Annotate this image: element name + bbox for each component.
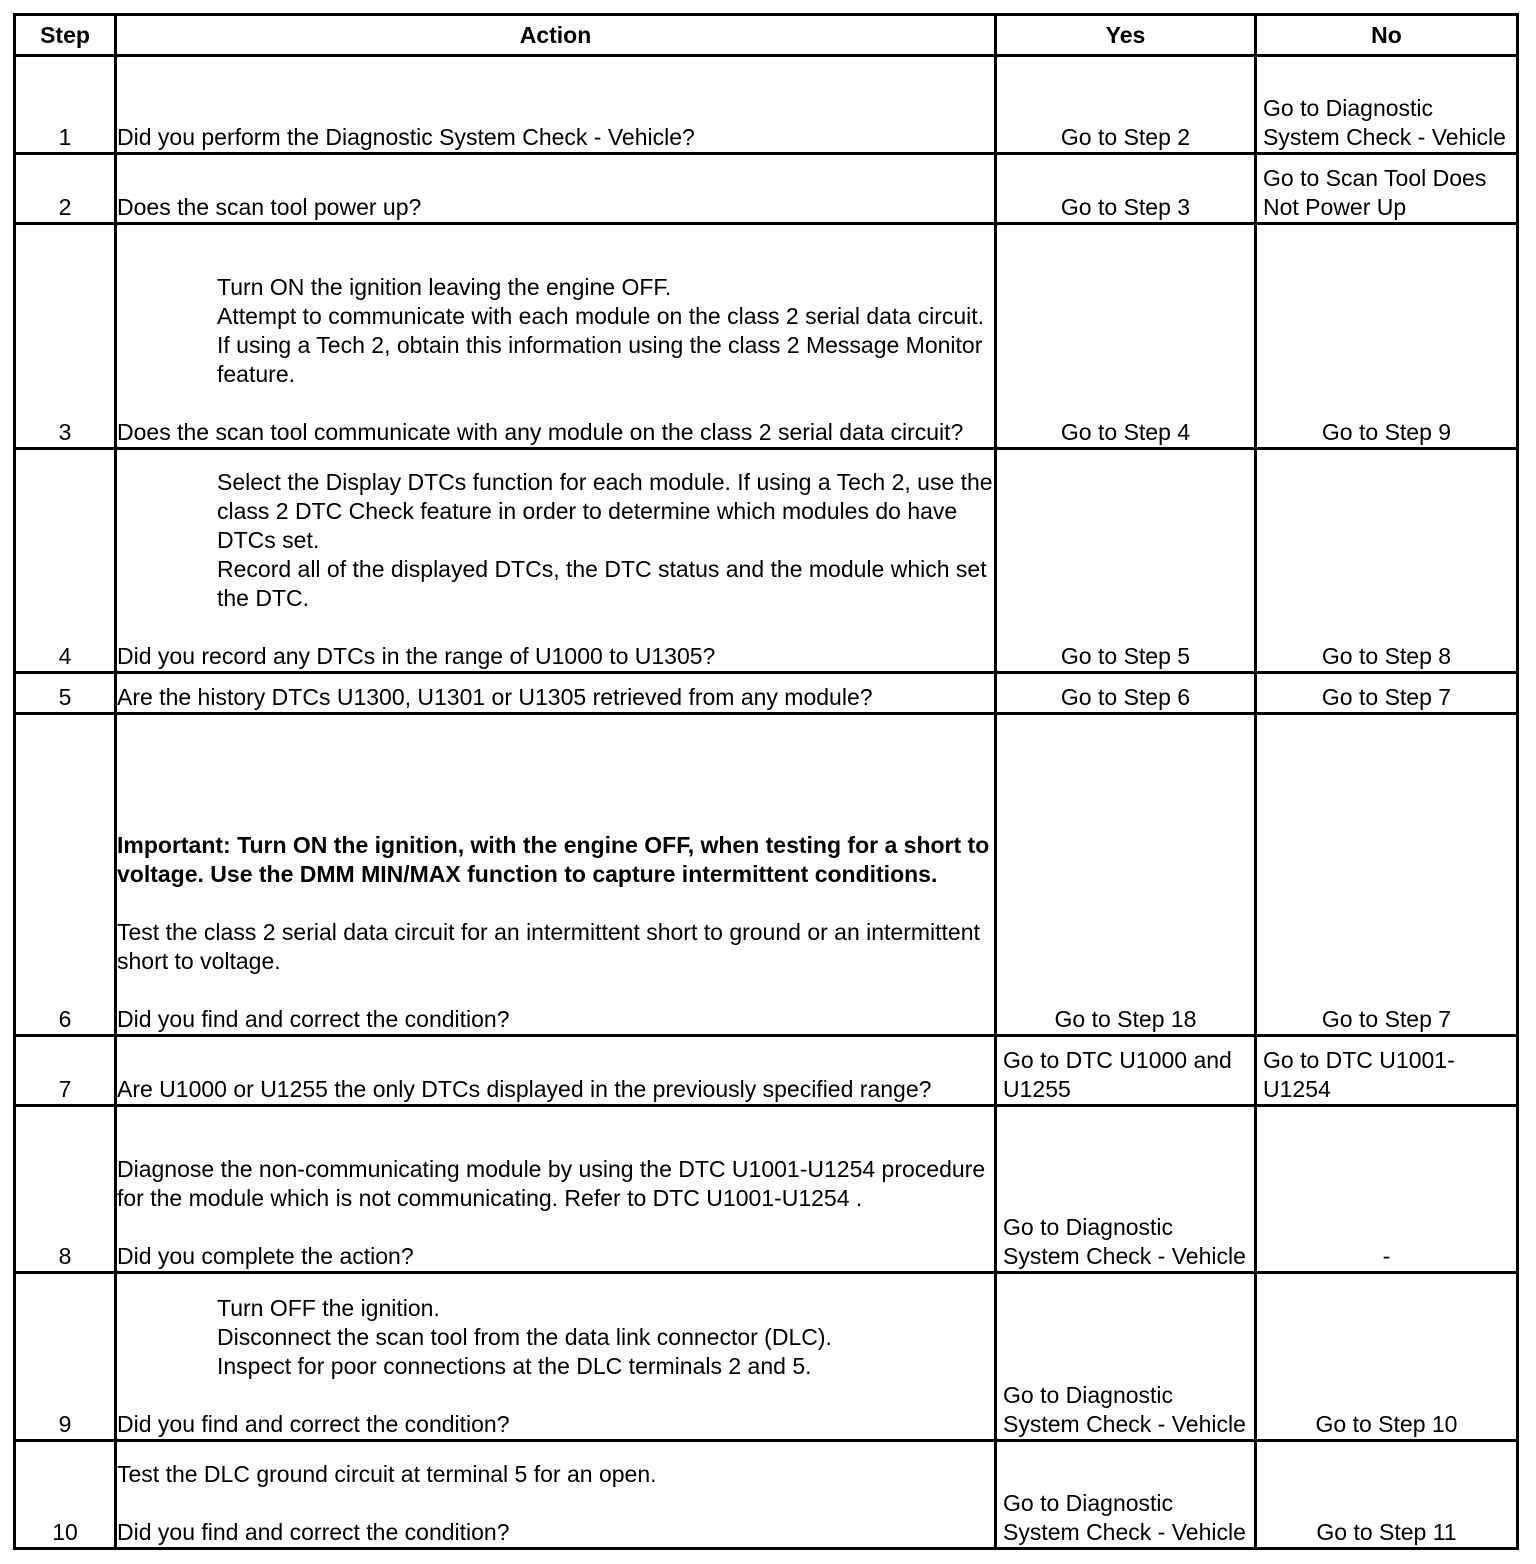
action-bullet: Record all of the displayed DTCs, the DTC status and the module which set the DTC. [217, 556, 987, 612]
yes-cell: Go to Diagnostic System Check - Vehicle [996, 1440, 1256, 1548]
table-row [15, 1440, 1518, 1548]
action-question: Did you perform the Diagnostic System Check - Vehicle? [117, 124, 695, 151]
no-cell: Go to Diagnostic System Check - Vehicle [1256, 56, 1518, 154]
table-row [15, 154, 1518, 224]
no-cell: Go to Scan Tool Does Not Power Up [1256, 154, 1518, 224]
yes-cell: Go to Step 4 [996, 224, 1256, 448]
yes-cell: Go to Step 2 [996, 56, 1256, 154]
table-row [15, 673, 1518, 714]
header-yes: Yes [996, 15, 1256, 56]
yes-cell: Go to Step 6 [996, 673, 1256, 714]
action-body: Diagnose the non-communicating module by using the DTC U1001-U1254 procedure for the module which is not communicating. Refer to DTC U1001-U1254 . [117, 1156, 986, 1212]
action-cell [116, 1106, 996, 1273]
yes-cell: Go to Step 5 [996, 448, 1256, 672]
important-note: Important: Turn ON the ignition, with the engine OFF, when testing for a short to voltage. Use the DMM MIN/MAX function to capture intermittent conditions. [117, 831, 990, 887]
action-question: Are U1000 or U1255 the only DTCs displayed in the previously specified range? [117, 1076, 932, 1103]
step-number: 7 [15, 1035, 116, 1105]
yes-cell: Go to DTC U1000 and U1255 [996, 1035, 1256, 1105]
table-row [15, 714, 1518, 1036]
action-bullet: Turn ON the ignition leaving the engine OFF. [217, 273, 672, 300]
action-bullet: Inspect for poor connections at the DLC terminals 2 and 5. [217, 1352, 812, 1379]
table-row [15, 1273, 1518, 1440]
yes-cell: Go to Diagnostic System Check - Vehicle [996, 1106, 1256, 1273]
table-row [15, 1035, 1518, 1105]
action-bullet: Turn OFF the ignition. [217, 1294, 440, 1321]
header-step: Step [15, 15, 116, 56]
action-bullet: Attempt to communicate with each module on the class 2 serial data circuit. If using a Tech 2, obtain this information using the class 2 Message Monitor feature. [217, 302, 985, 387]
action-cell [116, 224, 996, 448]
no-cell: Go to Step 10 [1256, 1273, 1518, 1440]
no-cell: Go to DTC U1001-U1254 [1256, 1035, 1518, 1105]
yes-cell: Go to Step 18 [996, 714, 1256, 1036]
action-question: Did you record any DTCs in the range of U1000 to U1305? [117, 643, 716, 670]
action-question: Did you find and correct the condition? [117, 1410, 510, 1437]
no-cell: Go to Step 9 [1256, 224, 1518, 448]
no-cell: Go to Step 7 [1256, 673, 1518, 714]
header-action: Action [116, 15, 996, 56]
action-question: Did you find and correct the condition? [117, 1519, 510, 1545]
action-bullet: Select the Display DTCs function for each module. If using a Tech 2, use the class 2 DTC Check feature in order to determine which modules do have DTCs set. [217, 469, 993, 554]
step-number: 1 [15, 56, 116, 154]
step-number: 10 [15, 1440, 116, 1548]
no-cell: Go to Step 11 [1256, 1440, 1518, 1548]
step-number: 8 [15, 1106, 116, 1273]
step-number: 2 [15, 154, 116, 224]
action-cell [116, 154, 996, 224]
step-number: 5 [15, 673, 116, 714]
yes-cell: Go to Step 3 [996, 154, 1256, 224]
table-row [15, 56, 1518, 154]
action-cell [116, 673, 996, 714]
yes-cell: Go to Diagnostic System Check - Vehicle [996, 1273, 1256, 1440]
action-question: Did you complete the action? [117, 1243, 414, 1270]
table-row [15, 224, 1518, 448]
step-number: 4 [15, 448, 116, 672]
action-cell [116, 1440, 996, 1548]
no-cell: Go to Step 7 [1256, 714, 1518, 1036]
action-bullet: Disconnect the scan tool from the data link connector (DLC). [217, 1323, 832, 1350]
header-row [15, 15, 1518, 56]
diagnostic-table [13, 13, 1519, 1550]
action-cell [116, 1035, 996, 1105]
table-row [15, 448, 1518, 672]
action-body: Test the class 2 serial data circuit for an intermittent short to ground or an intermittent short to voltage. [117, 918, 980, 974]
no-cell: - [1256, 1106, 1518, 1273]
action-body: Test the DLC ground circuit at terminal 5 for an open. [117, 1461, 657, 1487]
action-question: Did you find and correct the condition? [117, 1005, 510, 1032]
table-row [15, 1106, 1518, 1273]
action-cell [116, 448, 996, 672]
step-number: 9 [15, 1273, 116, 1440]
step-number: 6 [15, 714, 116, 1036]
action-question: Does the scan tool communicate with any module on the class 2 serial data circuit? [117, 418, 964, 445]
header-no: No [1256, 15, 1518, 56]
action-question: Does the scan tool power up? [117, 194, 422, 221]
action-cell [116, 714, 996, 1036]
action-cell [116, 56, 996, 154]
action-cell [116, 1273, 996, 1440]
no-cell: Go to Step 8 [1256, 448, 1518, 672]
action-question: Are the history DTCs U1300, U1301 or U1305 retrieved from any module? [117, 684, 873, 711]
step-number: 3 [15, 224, 116, 448]
